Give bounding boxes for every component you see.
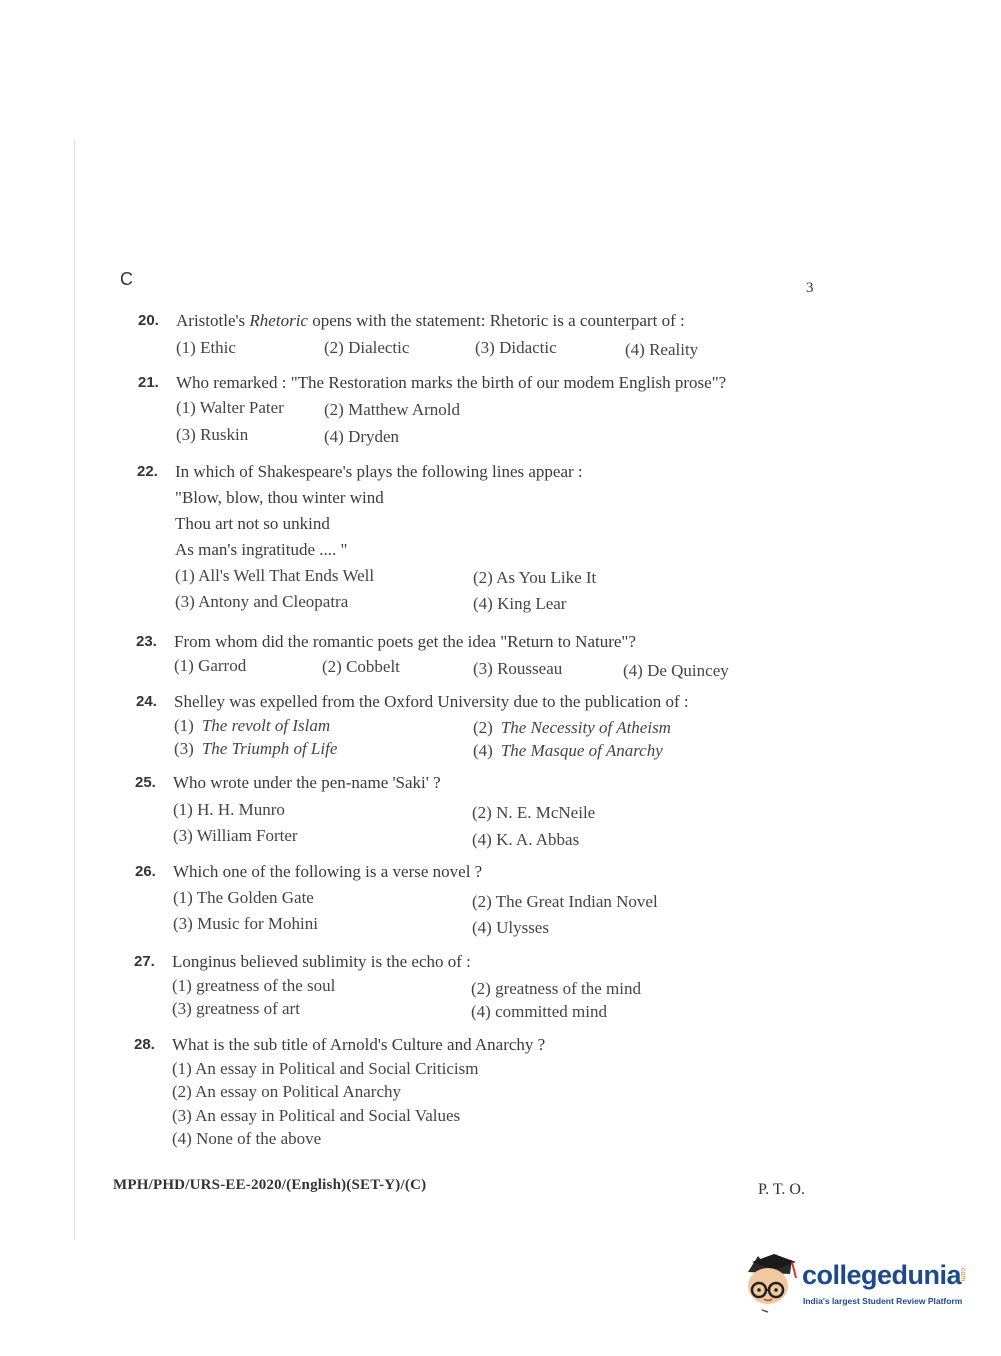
question-text: What is the sub title of Arnold's Culture and Anarchy ? xyxy=(172,1035,546,1054)
question-text: Which one of the following is a verse novel ? xyxy=(173,862,483,881)
question-number: 23. xyxy=(136,633,157,650)
paper-code: MPH/PHD/URS-EE-2020/(English)(SET-Y)/(C) xyxy=(113,1177,427,1193)
option-3: (3) Antony and Cleopatra xyxy=(175,592,349,611)
logo-name: collegedunia xyxy=(802,1260,962,1290)
option-3: (3) Rousseau xyxy=(473,659,563,678)
question-number: 20. xyxy=(138,312,159,329)
question-text: In which of Shakespeare's plays the following lines appear : xyxy=(175,462,583,481)
option-4: (4) K. A. Abbas xyxy=(472,830,580,849)
question-text: Who remarked : "The Restoration marks the birth of our modem English prose"? xyxy=(176,373,727,392)
question-text: Longinus believed sublimity is the echo of : xyxy=(172,952,471,971)
option-4: (4) King Lear xyxy=(473,594,567,613)
option-1: (1) Walter Pater xyxy=(176,398,284,417)
question-text: Shelley was expelled from the Oxford University due to the publication of : xyxy=(174,692,689,711)
option-2: (2) Matthew Arnold xyxy=(324,400,460,419)
option-2: (2) Cobbelt xyxy=(322,657,400,676)
collegedunia-logo xyxy=(740,1250,970,1314)
mascot-icon xyxy=(740,1250,802,1314)
option-1: (1) An essay in Political and Social Criticism xyxy=(172,1059,479,1078)
option-4: (4) Dryden xyxy=(324,427,400,446)
option-3: (3) The Triumph of Life xyxy=(174,739,338,758)
option-3: (3) greatness of art xyxy=(172,999,300,1018)
option-2: (2) Dialectic xyxy=(324,338,410,357)
logo-tagline: India's largest Student Review Platform xyxy=(803,1296,963,1306)
question-number: 26. xyxy=(135,863,156,880)
option-4: (4) committed mind xyxy=(471,1002,607,1021)
set-letter: C xyxy=(120,269,133,289)
option-2: (2) The Great Indian Novel xyxy=(472,892,658,911)
quote-line: Thou art not so unkind xyxy=(175,514,330,533)
option-2: (2) greatness of the mind xyxy=(471,979,641,998)
question-number: 21. xyxy=(138,374,159,391)
quote-line: "Blow, blow, thou winter wind xyxy=(175,488,384,507)
option-3: (3) Didactic xyxy=(475,338,557,357)
option-3: (3) Ruskin xyxy=(176,425,249,444)
option-4: (4) Reality xyxy=(625,340,699,359)
option-1: (1) Garrod xyxy=(174,656,247,675)
question-text: Aristotle's Rhetoric opens with the statement: Rhetoric is a counterpart of : xyxy=(176,311,685,330)
option-4: (4) Ulysses xyxy=(472,918,549,937)
margin-rule xyxy=(74,140,75,1240)
option-2: (2) An essay on Political Anarchy xyxy=(172,1082,401,1101)
question-number: 25. xyxy=(135,774,156,791)
logo-suffix: .com xyxy=(959,1266,966,1282)
option-2: (2) The Necessity of Atheism xyxy=(473,718,671,737)
question-number: 22. xyxy=(137,463,158,480)
option-4: (4) The Masque of Anarchy xyxy=(473,741,663,760)
option-1: (1) The Golden Gate xyxy=(173,888,314,907)
option-3: (3) William Forter xyxy=(173,826,298,845)
option-1: (1) H. H. Munro xyxy=(173,800,285,819)
option-3: (3) Music for Mohini xyxy=(173,914,318,933)
option-1: (1) Ethic xyxy=(176,338,236,357)
option-4: (4) None of the above xyxy=(172,1129,322,1148)
question-number: 27. xyxy=(134,953,155,970)
option-3: (3) An essay in Political and Social Values xyxy=(172,1106,461,1125)
page-number: 3 xyxy=(806,280,814,296)
option-2: (2) N. E. McNeile xyxy=(472,803,596,822)
option-1: (1) greatness of the soul xyxy=(172,976,336,995)
option-1: (1) All's Well That Ends Well xyxy=(175,566,375,585)
question-number: 28. xyxy=(134,1036,155,1053)
option-4: (4) De Quincey xyxy=(623,661,729,680)
quote-line: As man's ingratitude .... " xyxy=(175,540,348,559)
option-1: (1) The revolt of Islam xyxy=(174,716,331,735)
question-text: From whom did the romantic poets get the idea "Return to Nature"? xyxy=(174,632,636,651)
pto-label: P. T. O. xyxy=(758,1181,805,1198)
question-text: Who wrote under the pen-name 'Saki' ? xyxy=(173,773,441,792)
question-number: 24. xyxy=(136,693,157,710)
option-2: (2) As You Like It xyxy=(473,568,597,587)
